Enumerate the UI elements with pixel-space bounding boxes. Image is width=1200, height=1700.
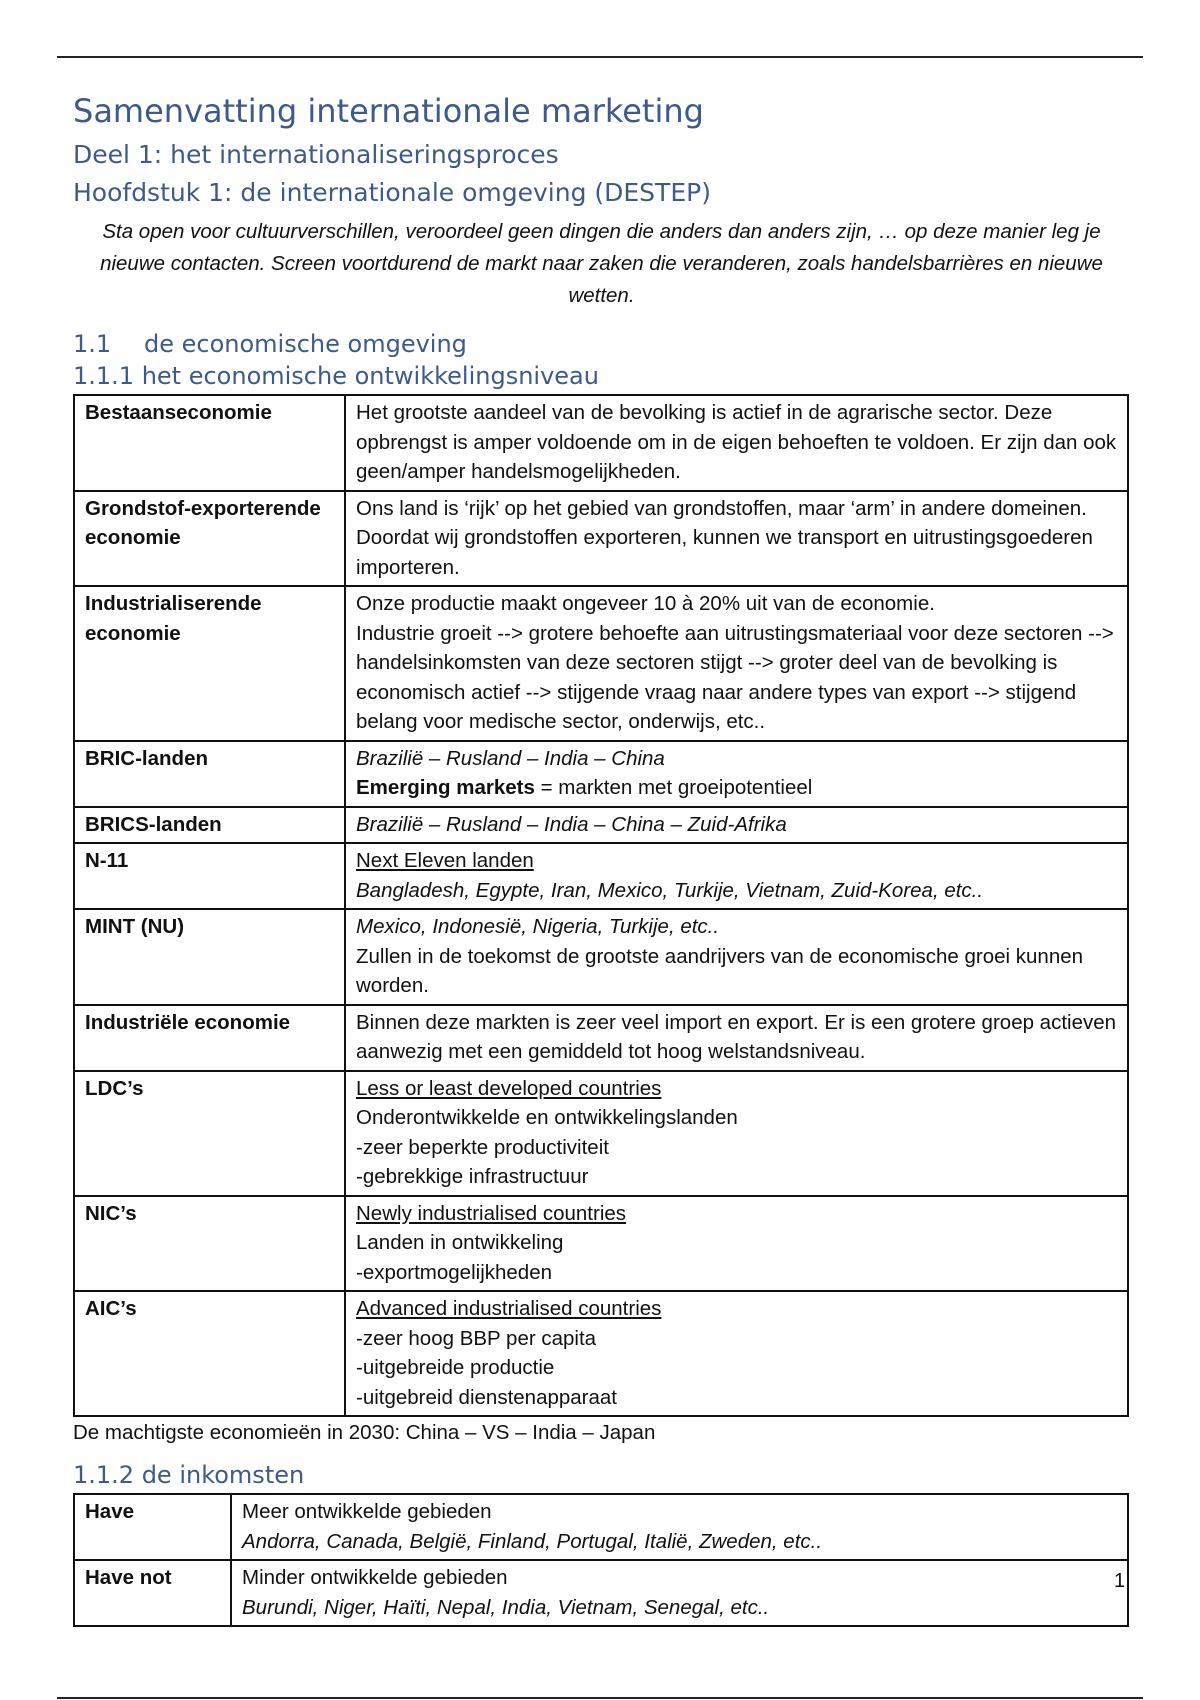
- table-row: [74, 1494, 1128, 1560]
- row-term: LDC’s: [74, 1071, 345, 1196]
- row-description: [345, 843, 1128, 909]
- country-list: Andorra, Canada, België, Finland, Portugal, Italië, Zweden, etc..: [242, 1529, 823, 1553]
- row-description: Binnen deze markten is zeer veel import en export. Er is een grotere groep actieven aanwezig met een gemiddeld tot hoog welstandsniveau.: [345, 1005, 1128, 1071]
- table-row: [74, 1291, 1128, 1416]
- subsection-heading-2: 1.1.2 de inkomsten: [73, 1461, 305, 1489]
- section-number: 1.1: [73, 330, 112, 358]
- powerful-economies-note: De machtigste economieën in 2030: China – VS – India – Japan: [73, 1421, 656, 1444]
- row-term: Industriële economie: [74, 1005, 345, 1071]
- row-description: [231, 1560, 1128, 1626]
- table-row: [74, 1196, 1128, 1292]
- full-name: Advanced industrialised countries: [356, 1297, 662, 1320]
- country-list: Mexico, Indonesië, Nigeria, Turkije, etc..: [356, 915, 720, 938]
- row-description: [345, 741, 1128, 807]
- row-description: [345, 807, 1128, 844]
- table-row: [74, 1560, 1128, 1626]
- row-term: BRIC-landen: [74, 741, 345, 807]
- country-list: Bangladesh, Egypte, Iran, Mexico, Turkije, Vietnam, Zuid-Korea, etc..: [356, 878, 984, 902]
- emerging-markets-definition: = markten met groeipotentieel: [534, 776, 813, 799]
- table-row: [74, 491, 1128, 587]
- row-description: [345, 1071, 1128, 1196]
- table-row: [74, 909, 1128, 1005]
- full-name: Next Eleven landen: [356, 849, 534, 872]
- full-name: Less or least developed countries: [356, 1076, 662, 1100]
- description-line: Minder ontwikkelde gebieden: [242, 1566, 508, 1589]
- row-term: BRICS-landen: [74, 807, 345, 844]
- row-description: Ons land is ‘rijk’ op het gebied van grondstoffen, maar ‘arm’ in andere domeinen. Doordat wij grondstoffen exporteren, kunnen we transport en uitrustingsgoederen importeren.: [345, 491, 1128, 587]
- description-line: -uitgebreid dienstenapparaat: [356, 1385, 617, 1409]
- section-title: de economische omgeving: [144, 330, 467, 358]
- country-list: Brazilië – Rusland – India – China: [356, 746, 665, 770]
- description-line: -exportmogelijkheden: [356, 1260, 553, 1284]
- description-line: [356, 1074, 1118, 1104]
- emerging-markets-term: Emerging markets: [356, 776, 535, 799]
- row-term: MINT (NU): [74, 909, 345, 1005]
- description-line: [356, 1199, 1118, 1229]
- description-line: [356, 1294, 1118, 1324]
- header-rule: [57, 56, 1143, 58]
- row-description: [345, 1291, 1128, 1416]
- subsection-heading-1: 1.1.1 het economische ontwikkelingsniveau: [73, 362, 599, 390]
- country-list: Brazilië – Rusland – India – China – Zuid-Afrika: [356, 812, 787, 836]
- description-line: Onze productie maakt ongeveer 10 à 20% uit van de economie.: [356, 592, 935, 615]
- row-description: [345, 909, 1128, 1005]
- full-name: Newly industrialised countries: [356, 1201, 627, 1225]
- document-title: Samenvatting internationale marketing: [73, 92, 704, 130]
- document-body: [73, 92, 1130, 1627]
- description-line: -uitgebreide productie: [356, 1356, 555, 1379]
- row-term: N-11: [74, 843, 345, 909]
- page-number: 1: [1114, 1570, 1126, 1592]
- chapter-heading: Hoofdstuk 1: de internationale omgeving (DESTEP): [73, 178, 711, 207]
- row-description: [345, 586, 1128, 741]
- row-term: AIC’s: [74, 1291, 345, 1416]
- table-row: [74, 807, 1128, 844]
- row-term: Have not: [74, 1560, 231, 1626]
- row-description: [345, 1196, 1128, 1292]
- footer-rule: [57, 1697, 1143, 1699]
- development-level-table: [73, 394, 1129, 1417]
- row-description: Het grootste aandeel van de bevolking is actief in de agrarische sector. Deze opbrengst is amper voldoende om in de eigen behoeften te voldoen. Er zijn dan ook geen/amper handelsmogelijkheden.: [345, 395, 1128, 491]
- country-list: Burundi, Niger, Haïti, Nepal, India, Vietnam, Senegal, etc..: [242, 1595, 770, 1619]
- row-term: Grondstof-exporterende economie: [74, 491, 345, 587]
- description-line: -zeer hoog BBP per capita: [356, 1326, 597, 1350]
- description-line: Meer ontwikkelde gebieden: [242, 1500, 492, 1523]
- row-term: Industrialiserende economie: [74, 586, 345, 741]
- table-row: [74, 741, 1128, 807]
- table-row: [74, 586, 1128, 741]
- description-line: [356, 846, 1118, 876]
- description-line: -zeer beperkte productiviteit: [356, 1135, 609, 1159]
- table-row: [74, 843, 1128, 909]
- row-description: [231, 1494, 1128, 1560]
- intro-paragraph: Sta open voor cultuurverschillen, veroordeel geen dingen die anders dan anders zijn, … op deze manier leg je nieuwe contacten. Screen voortdurend de markt naar zaken die veranderen, zoals handelsbarrières en nieuwe wetten.: [100, 220, 1103, 307]
- row-term: Have: [74, 1494, 231, 1560]
- table-row: [74, 395, 1128, 491]
- row-term: Bestaanseconomie: [74, 395, 345, 491]
- part-heading: Deel 1: het internationaliseringsproces: [73, 140, 559, 169]
- table-row: [74, 1071, 1128, 1196]
- description-line: Zullen in de toekomst de grootste aandrijvers van de economische groei kunnen worden.: [356, 944, 1084, 997]
- description-line: Onderontwikkelde en ontwikkelingslanden: [356, 1106, 738, 1129]
- description-line: Landen in ontwikkeling: [356, 1231, 564, 1254]
- description-line: [356, 773, 1118, 803]
- income-table: [73, 1493, 1129, 1627]
- row-term: NIC’s: [74, 1196, 345, 1292]
- section-heading: [73, 330, 1130, 358]
- description-line: -gebrekkige infrastructuur: [356, 1165, 589, 1188]
- description-line: Industrie groeit --> grotere behoefte aan uitrustingsmateriaal voor deze sectoren --> handelsinkomsten van deze sectoren stijgt --> groter deel van de bevolking is economisch actief --> stijgende vraag naar andere types van export --> stijgend belang voor medische sector, onderwijs, etc..: [356, 621, 1114, 733]
- table-row: [74, 1005, 1128, 1071]
